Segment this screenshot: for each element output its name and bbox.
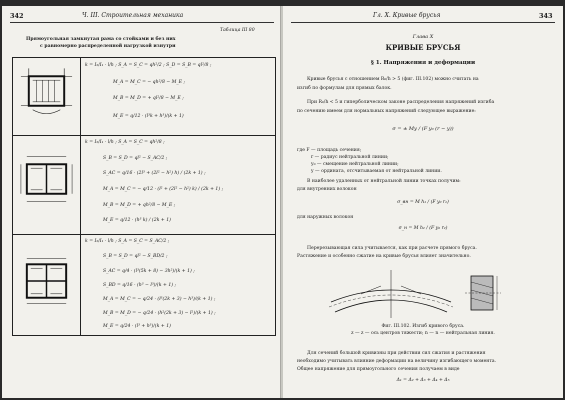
chapter-label: Глава X	[412, 34, 434, 40]
paragraph-line: В наиболее удаленных от нейтральной линии точках получим:	[307, 179, 461, 184]
formula: M_E = q/12 · (h³ k) / (2k + 1)	[103, 218, 171, 223]
formula: k = I₂/I₁ · l/h ; S_A = S_C = qh²/2 ; S_D = S_B = ql²/8 ;	[85, 63, 212, 68]
formula: M_A = M_C = − q/12 · (l² + (2l² − h²) k) / (2k + 1) ;	[103, 187, 224, 192]
formula-total-stress: Δ₁ = Δ₂ + Δ₃ + Δ₄ + Δ₅	[396, 378, 450, 383]
right-header-rule	[291, 22, 555, 23]
formula-inner-fiber: σ_вн = M h₁ / (F y₀ r₁)	[397, 200, 449, 205]
legend-line: где F — площадь сечения;	[297, 148, 362, 153]
formula: M_B = M_D = + qh²/8 − M_E ;	[103, 203, 176, 208]
right-page-number: 343	[539, 12, 553, 20]
right-running-head: Гл. X. Кривые брусья	[373, 12, 441, 19]
frame-table	[12, 57, 276, 336]
formula: S_AC = q/4 · (l³(5k + 8) − 3h²)/(k + 1) ;	[103, 269, 195, 274]
legend-line: y — ордината, отсчитываемая от нейтральной линии.	[311, 169, 442, 174]
curved-beam-figure	[321, 268, 521, 320]
table-title-line-1: Прямоугольная замкнутая рама со стойками и без них	[26, 37, 176, 42]
paragraph-line: для наружных волокон	[297, 215, 354, 220]
formula: S_B = S_D = ql² − S_BD/2 ;	[103, 254, 168, 259]
formula: M_A = M_C = − q/24 · (l³(2k + 3) − h³)/(k + 1) ;	[103, 297, 216, 302]
left-page-number: 342	[10, 12, 24, 20]
paragraph-line: Кривые брусья с отношением R₀/h > 5 (фиг. III.102) можно считать на	[307, 77, 479, 82]
formula: M_B = M_D = − q/24 · (h²(2k + 3) − l²)/(k + 1) ;	[103, 311, 216, 316]
formula: S_AC = q/16 · (2l³ + (2l² − h²) h) / (2k + 1) ;	[103, 171, 206, 176]
formula-normal-stress: σ = ± My / (F y₀ (r − y))	[392, 126, 454, 132]
formula: M_B = M_D = + ql²/8 − M_E ;	[113, 96, 184, 101]
left-running-head: Ч. III. Строительная механика	[82, 12, 184, 19]
paragraph-line: для внутренних волокон	[297, 187, 357, 192]
table-row-divider	[13, 234, 275, 235]
formula: M_E = q/24 · (l³ + h³)/(k + 1)	[103, 324, 171, 329]
paragraph-line: Растяжение и особенно сжатие на кривые брусья влияет значительно.	[297, 254, 471, 259]
table-column-divider	[80, 58, 81, 335]
legend-line: y₀ — смещение нейтральной линии;	[311, 162, 399, 167]
paragraph-line: изгиб по формулам для прямых балок.	[297, 86, 392, 91]
formula-outer-fiber: σ_н = M h₂ / (F y₀ r₂)	[398, 226, 448, 231]
paragraph-line: Для сечений большой кривизны при действии сил сжатия и растяжения	[307, 351, 486, 356]
paragraph-line: по сечению имеем для нормальных напряжений следующее выражение:	[297, 109, 476, 114]
frame-diagram-1	[17, 64, 76, 120]
figure-caption: z — z — ось центров тяжести; n — n — нейтральная линия.	[351, 331, 495, 336]
left-page	[2, 6, 281, 398]
table-label: Таблица III 80	[220, 28, 255, 33]
section-title: § 1. Напряжения и деформации	[370, 60, 476, 66]
figure-caption: Фиг. III.102. Изгиб кривого бруса.	[381, 324, 465, 329]
formula: M_A = M_C = − qh²/8 − M_E ;	[113, 80, 186, 85]
paragraph-line: необходимо учитывать влияние деформации на величину изгибающего момента.	[297, 359, 497, 364]
table-row-divider	[13, 135, 275, 136]
table-title-line-2: с равномерно распределенной нагрузкой изнутри	[40, 44, 176, 49]
left-header-rule	[10, 22, 274, 23]
formula: S_B = S_D = ql² − S_AC/2 ;	[103, 156, 168, 161]
paragraph-line: Перерезывающая сила учитывается, как при расчете прямого бруса.	[307, 246, 477, 251]
legend-line: r — радиус нейтральной линии;	[311, 155, 389, 160]
chapter-title: КРИВЫЕ БРУСЬЯ	[385, 43, 461, 52]
formula: S_BD = q/16 · (h³ − l³)/(k + 1) ;	[103, 283, 177, 288]
formula: k = I₂/I₁ · l/h ; S_A = S_C = qh²/8 ;	[85, 140, 165, 145]
frame-diagram-2	[17, 152, 76, 208]
formula: k = I₂/I₁ · l/h ; S_A = S_C = S_AC/2 ;	[85, 239, 170, 244]
frame-diagram-3	[17, 254, 76, 310]
formula: M_E = q/12 · (l³k + h³)/(k + 1)	[113, 114, 184, 119]
right-page	[283, 6, 563, 398]
paragraph-line: Общее напряжение для прямоугольного сечения получаем в виде	[297, 367, 460, 372]
paragraph-line: При R₀/h < 5 и гиперболическом законе распределения напряжений изгиба	[307, 100, 495, 105]
